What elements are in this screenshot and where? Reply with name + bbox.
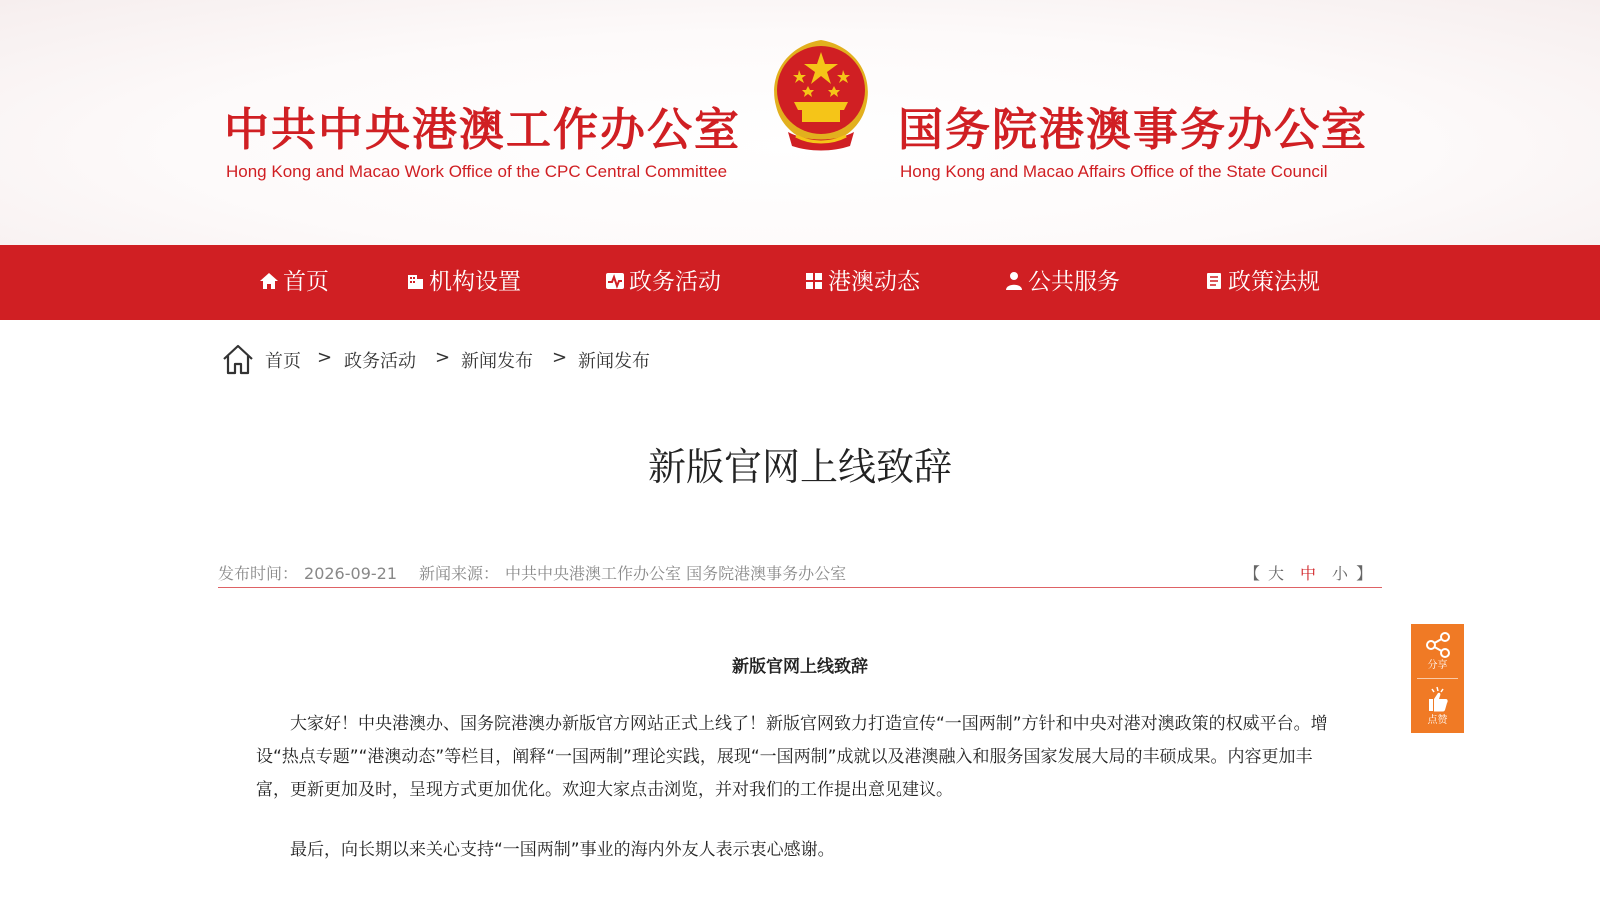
font-size-control [1244,561,1372,584]
source-label: 新闻来源： [419,564,500,583]
article-heading: 新版官网上线致辞 [732,657,868,677]
source-value: 中共中央港澳工作办公室 国务院港澳事务办公室 [505,564,847,583]
article-meta [218,561,852,584]
bracket-open: 【 [1244,564,1261,583]
home-icon [259,271,279,291]
nav-item-policy[interactable] [1204,245,1320,320]
breadcrumb-home[interactable]: 首页 [265,351,301,372]
breadcrumb-separator: > [435,347,451,368]
nav-item-label: 政务活动 [629,269,721,295]
nav-item-label: 港澳动态 [828,269,920,295]
building-icon [405,271,425,291]
nav-item-organization[interactable] [405,245,521,320]
floating-action-bar [1411,624,1464,733]
nav-item-label: 机构设置 [429,269,521,295]
home-outline-icon [221,342,255,376]
publish-date: 2026-09-21 [304,564,397,583]
national-emblem-icon [766,36,876,154]
nav-item-label: 政策法规 [1228,269,1320,295]
breadcrumb-activities[interactable]: 政务活动 [344,351,416,372]
thumbs-up-icon [1423,686,1453,714]
org-right-name-en: Hong Kong and Macao Affairs Office of the State Council [900,162,1328,181]
org-right-name-cn: 国务院港澳事务办公室 [898,103,1369,156]
grid-icon [804,271,824,291]
bracket-close: 】 [1356,564,1373,583]
org-left-name-cn: 中共中央港澳工作办公室 [224,103,742,156]
page-title: 新版官网上线致辞 [647,445,952,489]
meta-divider [218,587,1382,588]
nav-item-public-service[interactable] [1004,245,1120,320]
breadcrumb-current[interactable]: 新闻发布 [578,351,650,372]
nav-item-home[interactable] [259,245,329,320]
article-paragraph: 最后，向长期以来关心支持“一国两制”事业的海内外友人表示衷心感谢。 [290,840,835,860]
person-icon [1004,271,1024,291]
share-icon [1423,631,1453,659]
breadcrumb-separator: > [552,347,568,368]
nav-item-activities[interactable] [605,245,721,320]
book-icon [1204,271,1224,291]
like-button[interactable] [1411,679,1464,733]
article-paragraph: 大家好！中央港澳办、国务院港澳办新版官方网站正式上线了！新版官网致力打造宣传“一国两制”方针和中央对港对澳政策的权威平台。增设“热点专题”“港澳动态”等栏目，阐释“一国两制”理论实践，展现“一国两制”成就以及港澳融入和服务国家发展大局的丰硕成果。内容更加丰富，更新更加及时，呈现方式更加优化。欢迎大家点击浏览，并对我们的工作提出意见建议。 [256,714,1328,800]
nav-item-label: 公共服务 [1028,269,1120,295]
font-size-small-button[interactable]: 小 [1332,564,1349,583]
like-label: 点赞 [1427,715,1448,726]
nav-item-label: 首页 [283,269,329,295]
breadcrumb-separator: > [317,347,333,368]
share-button[interactable] [1411,624,1464,678]
main-nav [0,245,1600,320]
share-label: 分享 [1427,660,1448,671]
org-left-name-en: Hong Kong and Macao Work Office of the CPC Central Committee [226,162,728,181]
font-size-large-button[interactable]: 大 [1268,564,1285,583]
nav-item-hk-macao-news[interactable] [804,245,920,320]
font-size-medium-button[interactable]: 中 [1300,564,1317,583]
publish-label: 发布时间： [218,564,299,583]
activity-icon [605,271,625,291]
site-header [0,0,1600,245]
breadcrumb-news-release[interactable]: 新闻发布 [461,351,533,372]
